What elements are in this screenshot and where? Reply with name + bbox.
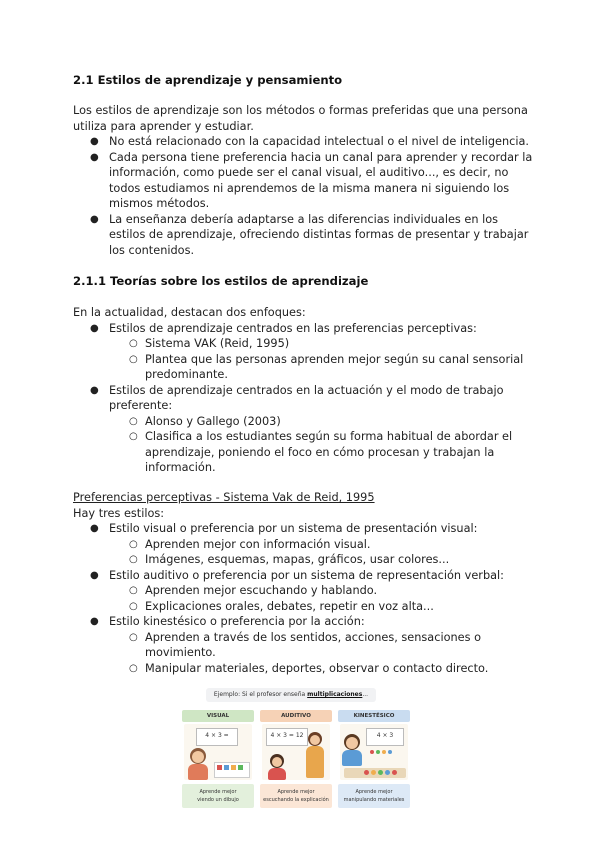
caption-kinestesico: Aprende mejor manipulando materiales [338, 784, 410, 808]
list-item: ● Cada persona tiene preferencia hacia un canal para aprender y recordar la información, como puede ser el canal visual, el auditivo..., es decir, no todos estudiamos ni aprendemos de la misma manera ni siguiendo los mismos métodos. [90, 150, 533, 210]
panel-visual [182, 710, 254, 808]
list-subitem: ○ Clasifica a los estudiantes según su forma habitual de abordar el aprendizaje, poniendo el foco en cómo procesan y trabajan la información. [129, 430, 513, 474]
list-item: ● Estilos de aprendizaje centrados en las preferencias perceptivas: [90, 321, 477, 335]
circle-bullet-icon: ○ [129, 338, 138, 349]
teacher-body [306, 746, 324, 778]
vak-illustration [180, 686, 412, 810]
subsection-intro: En la actualidad, destacan dos enfoques: [73, 306, 306, 319]
bullet-icon: ● [90, 151, 99, 163]
vak-content [73, 490, 533, 676]
list-item: ● La enseñanza debería adaptarse a las diferencias individuales en los estilos de aprendizaje, ofreciendo distintas formas de presentar y trabajar los contenidos. [90, 212, 529, 257]
list-subitem: ○ Manipular materiales, deportes, observar o contacto directo. [129, 661, 489, 675]
section-bullets [73, 134, 533, 258]
circle-bullet-icon: ○ [129, 631, 138, 643]
list-subitem: ○ Alonso y Gallego (2003) [129, 414, 281, 428]
counter-icon [371, 770, 376, 775]
green-square-icon [238, 765, 243, 770]
circle-bullet-icon: ○ [129, 662, 138, 674]
bullet-icon: ● [90, 616, 99, 627]
counter-icon [364, 770, 369, 775]
vak-intro: Hay tres estilos: [73, 506, 165, 520]
red-square-icon [217, 765, 222, 770]
counter-icon [385, 770, 390, 775]
scene-auditivo [262, 724, 330, 780]
teacher-face [310, 735, 320, 745]
panel-auditivo [260, 710, 332, 808]
intro-paragraph: Los estilos de aprendizaje son los métodos o formas preferidas que una persona utiliza para aprender y estudiar. [73, 104, 528, 133]
tag-kinestesico: KINESTÉSICO [338, 710, 410, 722]
panel-kinestesico [338, 710, 410, 808]
circle-bullet-icon: ○ [129, 353, 138, 365]
list-item: ● Estilo auditivo o preferencia por un sistema de representación verbal: [90, 568, 504, 582]
list-subitem: ○ Plantea que las personas aprenden mejor según su canal sensorial predominante. [129, 352, 524, 381]
heading-teorias: 2.1.1 Teorías sobre los estilos de aprendizaje [73, 274, 369, 288]
counter-icon [370, 750, 374, 754]
section-intro [73, 103, 533, 134]
bullet-icon: ● [90, 322, 99, 334]
list-subitem: ○ Explicaciones orales, debates, repetir en voz alta... [129, 599, 434, 613]
bullet-icon: ● [90, 384, 99, 396]
list-item: ● Estilo kinestésico o preferencia por la acción: [90, 615, 365, 628]
subsection-title [73, 274, 533, 288]
student-face [346, 737, 358, 749]
caption-visual: Aprende mejor viendo un dibujo [182, 784, 254, 808]
bullet-icon: ● [90, 569, 99, 581]
counter-icon [378, 770, 383, 775]
circle-bullet-icon: ○ [129, 538, 138, 550]
board-kinestesico: 4 × 3 [366, 728, 404, 746]
counter-icon [392, 770, 397, 775]
counter-icon [382, 750, 386, 754]
counter-icon [376, 750, 380, 754]
list-subitem: ○ Aprenden mejor con información visual. [129, 537, 371, 551]
blue-square-icon [224, 765, 229, 770]
scene-visual [184, 724, 252, 780]
section-title [73, 73, 533, 87]
subsection-content [73, 305, 533, 476]
tag-auditivo: AUDITIVO [260, 710, 332, 722]
list-subitem: ○ Aprenden a través de los sentidos, acciones, sensaciones o movimiento. [129, 630, 481, 659]
list-item: ● Estilo visual o preferencia por un sistema de presentación visual: [90, 522, 478, 535]
list-item: ● Estilos de aprendizaje centrados en la actuación y el modo de trabajo preferente: [90, 383, 504, 412]
board-auditivo: 4 × 3 = 12 [266, 728, 308, 746]
circle-bullet-icon: ○ [129, 585, 138, 596]
list-item: ● No está relacionado con la capacidad intelectual o el nivel de inteligencia. [90, 135, 529, 148]
scene-kinestesico [340, 724, 408, 780]
student-face [272, 757, 282, 767]
list-subitem: ○ Imágenes, esquemas, mapas, gráficos, usar colores... [129, 553, 450, 566]
student-body [268, 768, 286, 780]
circle-bullet-icon: ○ [129, 554, 138, 565]
orange-square-icon [231, 765, 236, 770]
student-body [188, 764, 208, 780]
board-visual: 4 × 3 = [196, 728, 238, 746]
student-face [192, 751, 204, 763]
bullet-icon: ● [90, 136, 99, 147]
tag-visual: VISUAL [182, 710, 254, 722]
illustration-header: Ejemplo: Si el profesor enseña multiplicaciones... [206, 688, 376, 702]
counter-icon [388, 750, 392, 754]
circle-bullet-icon: ○ [129, 415, 138, 427]
caption-auditivo: Aprende mejor escuchando la explicación [260, 784, 332, 808]
student-body [342, 750, 362, 766]
bullet-icon: ● [90, 523, 99, 534]
circle-bullet-icon: ○ [129, 431, 138, 442]
list-subitem: ○ Aprenden mejor escuchando y hablando. [129, 584, 378, 597]
bullet-icon: ● [90, 213, 99, 225]
list-subitem: ○ Sistema VAK (Reid, 1995) [129, 337, 290, 350]
circle-bullet-icon: ○ [129, 600, 138, 612]
heading-estilos: 2.1 Estilos de aprendizaje y pensamiento [73, 73, 343, 87]
vak-heading: Preferencias perceptivas - Sistema Vak de Reid, 1995 [73, 491, 375, 504]
